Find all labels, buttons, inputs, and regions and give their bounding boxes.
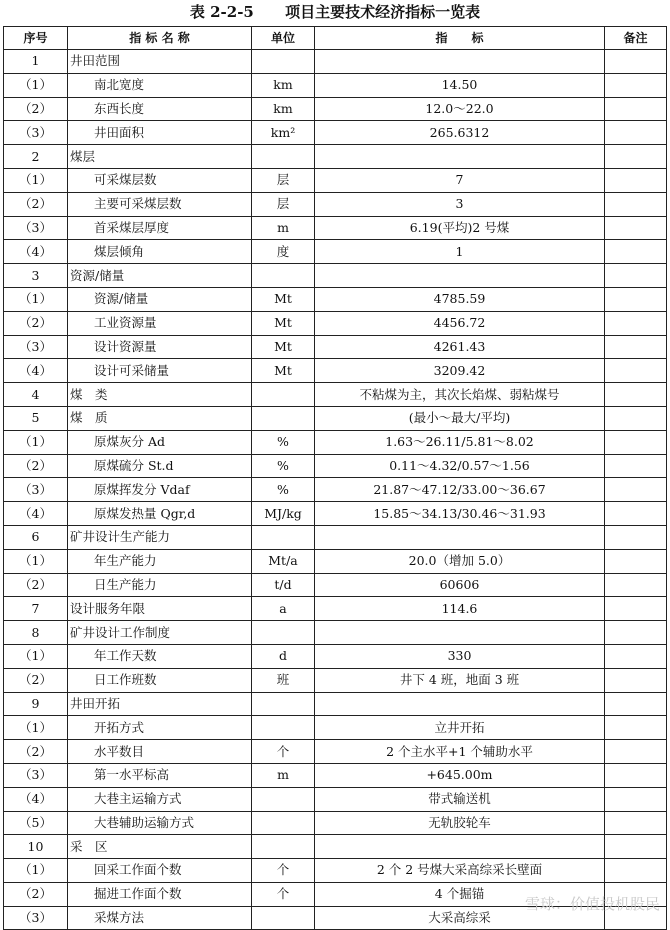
row-note [605, 502, 667, 526]
row-unit [252, 145, 315, 169]
row-seq: 2 [4, 145, 68, 169]
row-name: 首采煤层厚度 [68, 216, 252, 240]
row-value: 2 个主水平+1 个辅助水平 [315, 740, 605, 764]
table-row [4, 168, 667, 192]
row-unit [252, 621, 315, 645]
row-seq: （1） [4, 73, 68, 97]
table-row [4, 502, 667, 526]
row-name: 矿井设计工作制度 [68, 621, 252, 645]
table-row [4, 145, 667, 169]
row-note [605, 716, 667, 740]
row-unit: Mt [252, 311, 315, 335]
row-seq: （5） [4, 811, 68, 835]
row-seq: （3） [4, 121, 68, 145]
row-value: 0.11～4.32/0.57～1.56 [315, 454, 605, 478]
row-seq: （3） [4, 335, 68, 359]
row-value: 4 个掘锚 [315, 882, 605, 906]
row-name: 煤层 [68, 145, 252, 169]
header-value: 指 标 [315, 27, 605, 50]
row-note [605, 311, 667, 335]
row-note [605, 644, 667, 668]
row-name: 可采煤层数 [68, 168, 252, 192]
row-seq: 5 [4, 406, 68, 430]
row-note [605, 264, 667, 288]
row-seq: （3） [4, 906, 68, 930]
table-row [4, 287, 667, 311]
row-unit [252, 406, 315, 430]
table-row [4, 240, 667, 264]
header-unit: 单位 [252, 27, 315, 50]
row-seq: 3 [4, 264, 68, 288]
row-name: 开拓方式 [68, 716, 252, 740]
row-name: 回采工作面个数 [68, 859, 252, 883]
row-note [605, 525, 667, 549]
row-name: 煤 质 [68, 406, 252, 430]
table-row [4, 692, 667, 716]
row-unit: 个 [252, 882, 315, 906]
row-name: 井田开拓 [68, 692, 252, 716]
row-unit: 度 [252, 240, 315, 264]
row-seq: （1） [4, 716, 68, 740]
row-value: (最小～最大/平均) [315, 406, 605, 430]
row-unit: Mt [252, 335, 315, 359]
row-note [605, 145, 667, 169]
row-note [605, 287, 667, 311]
row-seq: （3） [4, 478, 68, 502]
row-name: 日生产能力 [68, 573, 252, 597]
row-name: 采 区 [68, 835, 252, 859]
row-value [315, 264, 605, 288]
row-name: 井田面积 [68, 121, 252, 145]
row-unit: 个 [252, 859, 315, 883]
row-unit: a [252, 597, 315, 621]
table-row [4, 454, 667, 478]
row-seq: （4） [4, 240, 68, 264]
indicator-table [3, 26, 667, 930]
header-name: 指 标 名 称 [68, 27, 252, 50]
row-name: 东西长度 [68, 97, 252, 121]
row-unit: t/d [252, 573, 315, 597]
table-row [4, 264, 667, 288]
row-name: 原煤发热量 Qgr,d [68, 502, 252, 526]
row-value: 330 [315, 644, 605, 668]
header-seq: 序号 [4, 27, 68, 50]
row-note [605, 859, 667, 883]
row-value: 带式输送机 [315, 787, 605, 811]
row-value [315, 835, 605, 859]
row-seq: （2） [4, 740, 68, 764]
table-row [4, 716, 667, 740]
row-value: 2 个 2 号煤大采高综采长壁面 [315, 859, 605, 883]
row-name: 原煤硫分 St.d [68, 454, 252, 478]
row-name: 年工作天数 [68, 644, 252, 668]
row-note [605, 668, 667, 692]
table-row [4, 430, 667, 454]
row-value: 265.6312 [315, 121, 605, 145]
row-name: 大巷辅助运输方式 [68, 811, 252, 835]
table-row [4, 50, 667, 74]
row-seq: （1） [4, 549, 68, 573]
row-value: 1.63～26.11/5.81～8.02 [315, 430, 605, 454]
row-note [605, 97, 667, 121]
table-row [4, 478, 667, 502]
row-unit [252, 692, 315, 716]
table-row [4, 311, 667, 335]
table-row [4, 525, 667, 549]
row-note [605, 692, 667, 716]
row-seq: （2） [4, 454, 68, 478]
row-name: 采煤方法 [68, 906, 252, 930]
table-row [4, 359, 667, 383]
row-seq: 6 [4, 525, 68, 549]
row-unit: Mt/a [252, 549, 315, 573]
row-unit: % [252, 478, 315, 502]
table-row [4, 335, 667, 359]
row-value [315, 525, 605, 549]
row-seq: （2） [4, 97, 68, 121]
row-value: 4261.43 [315, 335, 605, 359]
row-value: 3 [315, 192, 605, 216]
row-name: 工业资源量 [68, 311, 252, 335]
row-value: 大采高综采 [315, 906, 605, 930]
row-unit: km [252, 97, 315, 121]
row-value [315, 145, 605, 169]
row-seq: 10 [4, 835, 68, 859]
row-seq: （1） [4, 644, 68, 668]
row-seq: （4） [4, 502, 68, 526]
row-unit [252, 835, 315, 859]
table-row [4, 573, 667, 597]
row-note [605, 763, 667, 787]
row-note [605, 240, 667, 264]
row-name: 大巷主运输方式 [68, 787, 252, 811]
row-seq: （1） [4, 859, 68, 883]
row-value: 60606 [315, 573, 605, 597]
table-row [4, 763, 667, 787]
row-unit: MJ/kg [252, 502, 315, 526]
row-value: 6.19(平均)2 号煤 [315, 216, 605, 240]
header-note: 备注 [605, 27, 667, 50]
table-row [4, 97, 667, 121]
row-note [605, 121, 667, 145]
row-name: 日工作班数 [68, 668, 252, 692]
table-row [4, 73, 667, 97]
row-value [315, 692, 605, 716]
row-note [605, 549, 667, 573]
row-note [605, 73, 667, 97]
row-value: 井下 4 班，地面 3 班 [315, 668, 605, 692]
row-name: 掘进工作面个数 [68, 882, 252, 906]
row-unit: m [252, 216, 315, 240]
row-unit: 层 [252, 168, 315, 192]
row-unit [252, 383, 315, 407]
row-value: +645.00m [315, 763, 605, 787]
row-name: 设计资源量 [68, 335, 252, 359]
row-note [605, 335, 667, 359]
row-seq: 9 [4, 692, 68, 716]
row-name: 主要可采煤层数 [68, 192, 252, 216]
header-row [4, 27, 667, 50]
table-row [4, 811, 667, 835]
row-value: 114.6 [315, 597, 605, 621]
row-value: 立井开拓 [315, 716, 605, 740]
watermark: 雪球：价值投机股民 [524, 895, 660, 913]
table-row [4, 406, 667, 430]
row-name: 煤 类 [68, 383, 252, 407]
table-row [4, 121, 667, 145]
table-row [4, 740, 667, 764]
row-unit [252, 906, 315, 930]
row-seq: （4） [4, 359, 68, 383]
table-row [4, 621, 667, 645]
row-note [605, 597, 667, 621]
row-unit [252, 264, 315, 288]
row-seq: （1） [4, 430, 68, 454]
row-name: 资源/储量 [68, 264, 252, 288]
row-value: 无轨胶轮车 [315, 811, 605, 835]
row-unit [252, 50, 315, 74]
table-row [4, 668, 667, 692]
table-row [4, 787, 667, 811]
table-title: 项目主要技术经济指标一览表 [285, 3, 481, 21]
row-name: 井田范围 [68, 50, 252, 74]
row-seq: （2） [4, 192, 68, 216]
table-caption [0, 0, 670, 26]
row-name: 资源/储量 [68, 287, 252, 311]
row-unit: % [252, 430, 315, 454]
row-note [605, 359, 667, 383]
row-note [605, 383, 667, 407]
row-value [315, 50, 605, 74]
row-name: 原煤挥发分 Vdaf [68, 478, 252, 502]
row-seq: （2） [4, 882, 68, 906]
row-value: 3209.42 [315, 359, 605, 383]
row-unit [252, 787, 315, 811]
row-note [605, 787, 667, 811]
row-seq: （1） [4, 168, 68, 192]
row-seq: 8 [4, 621, 68, 645]
row-seq: （3） [4, 216, 68, 240]
row-note [605, 811, 667, 835]
row-unit: m [252, 763, 315, 787]
row-note [605, 430, 667, 454]
row-name: 年生产能力 [68, 549, 252, 573]
row-value: 14.50 [315, 73, 605, 97]
row-note [605, 50, 667, 74]
row-value: 不粘煤为主，其次长焰煤、弱粘煤号 [315, 383, 605, 407]
table-row [4, 192, 667, 216]
row-value: 15.85～34.13/30.46～31.93 [315, 502, 605, 526]
row-seq: （2） [4, 311, 68, 335]
row-name: 南北宽度 [68, 73, 252, 97]
table-row [4, 216, 667, 240]
row-unit [252, 716, 315, 740]
row-value: 1 [315, 240, 605, 264]
row-note [605, 621, 667, 645]
row-unit [252, 811, 315, 835]
row-name: 矿井设计生产能力 [68, 525, 252, 549]
row-unit: 个 [252, 740, 315, 764]
row-seq: （4） [4, 787, 68, 811]
row-unit: % [252, 454, 315, 478]
row-seq: （1） [4, 287, 68, 311]
row-seq: （3） [4, 763, 68, 787]
row-value: 12.0～22.0 [315, 97, 605, 121]
row-seq: （2） [4, 573, 68, 597]
row-note [605, 478, 667, 502]
row-name: 原煤灰分 Ad [68, 430, 252, 454]
row-value: 21.87～47.12/33.00～36.67 [315, 478, 605, 502]
row-seq: 1 [4, 50, 68, 74]
row-value: 4785.59 [315, 287, 605, 311]
table-row [4, 835, 667, 859]
row-name: 第一水平标高 [68, 763, 252, 787]
row-unit: km [252, 73, 315, 97]
row-unit: km² [252, 121, 315, 145]
row-name: 水平数目 [68, 740, 252, 764]
row-note [605, 192, 667, 216]
row-unit: d [252, 644, 315, 668]
row-unit: 班 [252, 668, 315, 692]
row-note [605, 740, 667, 764]
row-unit: Mt [252, 287, 315, 311]
row-name: 煤层倾角 [68, 240, 252, 264]
row-note [605, 573, 667, 597]
row-unit: Mt [252, 359, 315, 383]
table-row [4, 859, 667, 883]
row-note [605, 216, 667, 240]
table-row [4, 383, 667, 407]
table-row [4, 644, 667, 668]
row-value: 4456.72 [315, 311, 605, 335]
row-name: 设计可采储量 [68, 359, 252, 383]
row-seq: （2） [4, 668, 68, 692]
row-seq: 7 [4, 597, 68, 621]
table-row [4, 549, 667, 573]
row-note [605, 835, 667, 859]
row-name: 设计服务年限 [68, 597, 252, 621]
row-note [605, 168, 667, 192]
row-value [315, 621, 605, 645]
row-value: 20.0（增加 5.0） [315, 549, 605, 573]
table-row [4, 597, 667, 621]
table-body [4, 50, 667, 930]
row-unit: 层 [252, 192, 315, 216]
row-seq: 4 [4, 383, 68, 407]
row-unit [252, 525, 315, 549]
table-number: 表 2-2-5 [189, 3, 254, 21]
row-note [605, 454, 667, 478]
row-note [605, 406, 667, 430]
row-value: 7 [315, 168, 605, 192]
